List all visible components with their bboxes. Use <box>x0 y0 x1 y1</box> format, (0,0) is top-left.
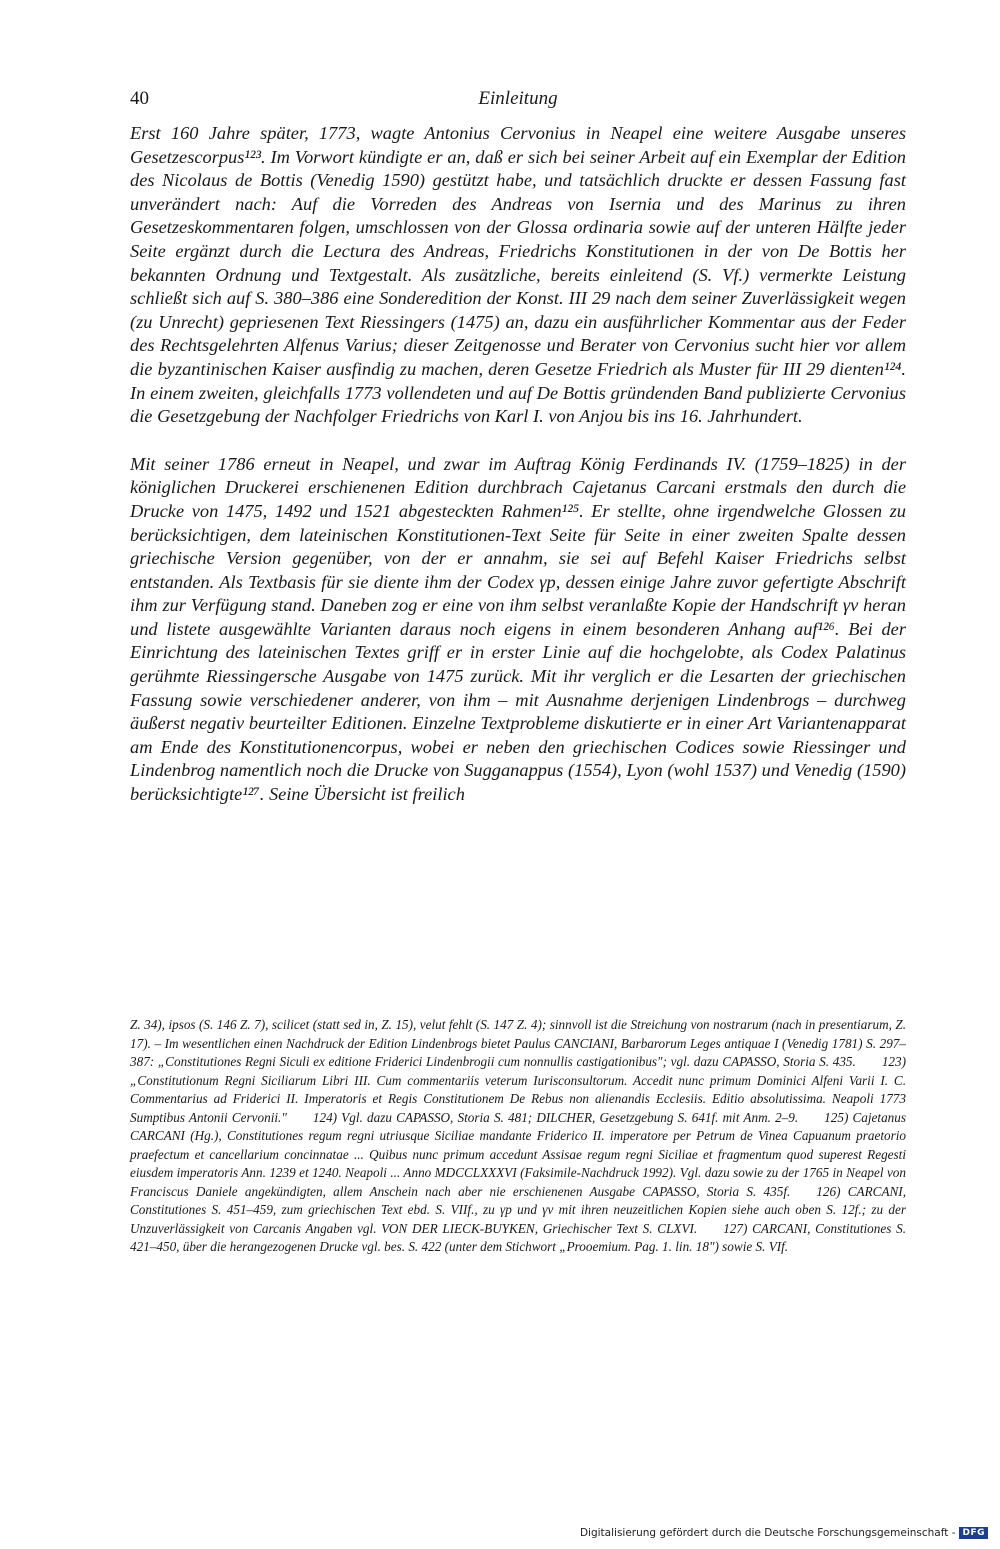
dfg-logo: DFG <box>959 1527 988 1539</box>
footnotes <box>130 1016 906 1257</box>
footnote-125: 125) Cajetanus CARCANI (Hg.), Constitutiones regum regni utriusque Siciliae mandante Friderico II. imperatore per Petrum de Vinea Capuanum praetorio praefectum et cancellarium concinnatae ... Quibus nunc primum accedunt Assisae regum regni Siciliae et fragmentum quod superest Regesti eiusdem imperatoris Ann. 1239 et 1240. Neapoli ... Anno MDCCLXXXVI (Faksimile-Nachdruck 1992). Vgl. dazu sowie zu der 1765 in Neapel von Franciscus Daniele angekündigten, allem Anschein nach aber nie erschienenen Ausgabe CAPASSO, Storia S. 435f. <box>130 1109 906 1199</box>
footnote-124: 124) Vgl. dazu CAPASSO, Storia S. 481; DILCHER, Gesetzgebung S. 641f. mit Anm. 2–9. <box>312 1109 799 1125</box>
chapter-title: Einleitung <box>478 88 558 109</box>
footer-text: Digitalisierung gefördert durch die Deutsche Forschungsgemeinschaft - <box>579 1527 956 1539</box>
body-paragraph-1: Erst 160 Jahre später, 1773, wagte Antonius Cervonius in Neapel eine weitere Ausgabe unseres Gesetzescorpus¹²³. Im Vorwort kündigte er an, daß er sich bei seiner Arbeit auf ein Exemplar der Edition des Nicolaus de Bottis (Venedig 1590) gestützt habe, und tatsächlich druckte er dessen Fassung fast unverändert nach: Auf die Vorreden des Andreas von Isernia und des Marinus zu ihren Gesetzeskommentaren folgen, umschlossen von der Glossa ordinaria sowie auf der unteren Hälfte jeder Seite ergänzt durch die Lectura des Andreas, Friedrichs Konstitutionen in der von De Bottis her bekannten Ordnung und Textgestalt. Als zusätzliche, bereits einleitend (S. Vf.) vermerkte Leistung schließt sich auf S. 380–386 eine Sonderedition der Konst. III 29 nach dem seiner Zuverlässigkeit wegen (zu Unrecht) gepriesenen Text Riessingers (1475) an, dazu ein ausführlicher Kommentar aus der Feder des Rechtsgelehrten Alfenus Varius; dieser Zeitgenosse und Berater von Cervonius sucht hier vor allem die byzantinischen Kaiser ausfindig zu machen, deren Gesetze Friedrich als Muster für III 29 dienten¹²⁴. In einem zweiten, gleichfalls 1773 vollendeten und auf De Bottis gründenden Band publizierte Cervonius die Gesetzgebung der Nachfolger Friedrichs von Karl I. von Anjou bis ins 16. Jahrhundert. <box>130 123 906 427</box>
running-head <box>130 88 906 120</box>
page <box>130 88 906 807</box>
footnote-126: 126) CARCANI, Constitutiones S. 451–459, zum griechischen Text ebd. S. VIIf., zu γp und γv mit ihren neuzeitlichen Kopien siehe auch oben S. 12f.; zu der Unzuverlässigkeit von Carcanis Angaben vgl. VON DER LIECK-BUYKEN, Griechischer Text S. CLXVI. <box>130 1183 906 1236</box>
body-paragraph-2: Mit seiner 1786 erneut in Neapel, und zwar im Auftrag König Ferdinands IV. (1759–1825) in der königlichen Druckerei erschienenen Edition durchbrach Cajetanus Carcani erstmals den durch die Drucke von 1475, 1492 und 1521 abgesteckten Rahmen¹²⁵. Er stellte, ohne irgendwelche Glossen zu berücksichtigen, dem lateinischen Konstitutionen-Text Seite für Seite in einer zweiten Spalte dessen griechische Version gegenüber, von der er annahm, sie sei auf Befehl Kaiser Friedrichs selbst entstanden. Als Textbasis für sie diente ihm der Codex γp, dessen einige Jahre zuvor gefertigte Abschrift ihm zur Verfügung stand. Daneben zog er eine von ihm selbst veranlaßte Kopie der Handschrift γv heran und listete ausgewählte Varianten daraus noch eigens in einem besonderen Anhang auf¹²⁶. Bei der Einrichtung des lateinischen Textes griff er in erster Linie auf die hochgelobte, als Codex Palatinus gerühmte Riessingersche Ausgabe von 1475 zurück. Mit ihr verglich er die Lesarten der griechischen Fassung sowie verschiedener anderer, von ihm – mit Ausnahme derjenigen Lindenbrogs – durchweg äußerst negativ beurteilter Editionen. Einzelne Textprobleme diskutierte er in einer Art Variantenapparat am Ende des Konstitutionencorpus, wobei er neben den griechischen Codices sowie Riessinger und Lindenbrog namentlich noch die Drucke von Sugganappus (1554), Lyon (wohl 1537) und Venedig (1590) berücksichtigte¹²⁷. Seine Übersicht ist freilich <box>130 453 906 805</box>
page-number: 40 <box>130 88 149 109</box>
digitization-footer <box>580 1527 988 1539</box>
footnote-127: 127) CARCANI, Constitutiones S. 421–450, über die herangezogenen Drucke vgl. bes. S. 422 (unter dem Stichwort „Prooemium. Pag. 1. lin. 18") sowie S. VIf. <box>130 1220 906 1254</box>
footnote-123: 123) „Constitutionum Regni Siciliarum Libri III. Cum commentariis veterum Iurisconsultorum. Accedit nunc primum Dominici Alfeni Varii I. C. Commentarius ad Friderici II. Imperatoris et Regis Constitutionem De Rebus non alienandis Ecclesiis. Editio absolutissima. Neapoli 1773 Sumptibus Antonii Cervonii." <box>130 1054 906 1125</box>
footnote-continuation: Z. 34), ipsos (S. 146 Z. 7), scilicet (statt sed in, Z. 15), velut fehlt (S. 147 Z. 4); sinnvoll ist die Streichung von nostrarum (nach in presentiarum, Z. 17). – Im wesentlichen einen Nachdruck der Edition Lindenbrogs bietet Paulus CANCIANI, Barbarorum Leges antiquae I (Venedig 1781) S. 297–387: „Constitutiones Regni Siculi ex editione Friderici Lindenbrogii cum nonnullis castigationibus"; vgl. dazu CAPASSO, Storia S. 435. <box>130 1017 906 1069</box>
